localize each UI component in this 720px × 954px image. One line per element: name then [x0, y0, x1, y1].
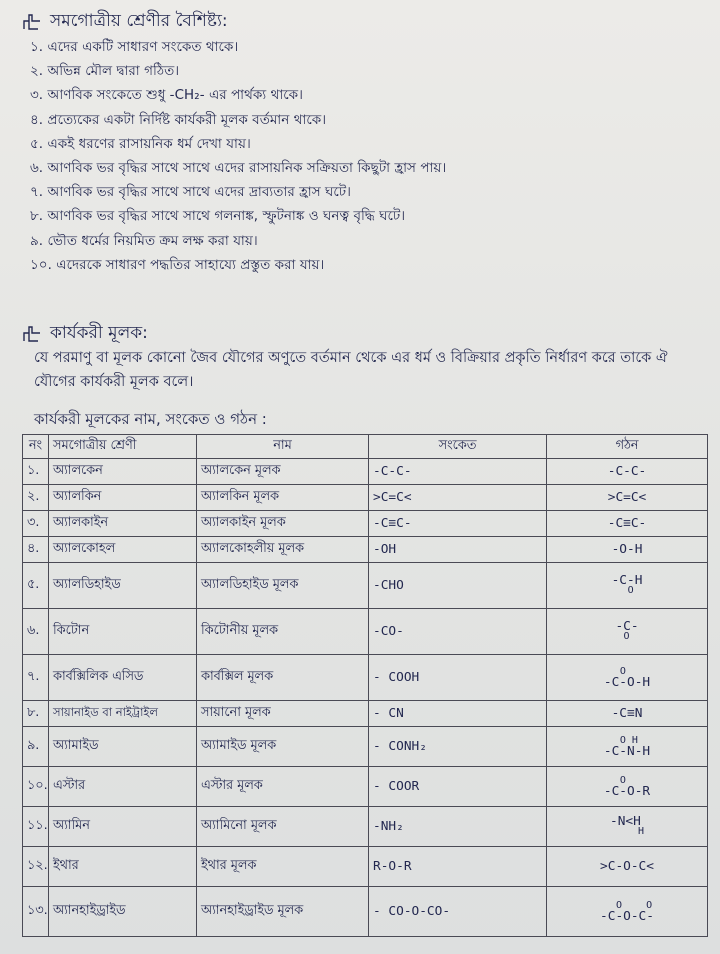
table-row: [23, 459, 708, 485]
row-group: অ্যামাইড: [49, 727, 197, 767]
row-no: ৮.: [23, 701, 49, 727]
row-structure: [547, 609, 708, 655]
row-symbol: -NH₂: [369, 807, 547, 847]
row-structure: [547, 767, 708, 807]
row-group: অ্যামিন: [49, 807, 197, 847]
table-row: [23, 485, 708, 511]
row-structure: [547, 727, 708, 767]
row-name: অ্যালকোহলীয় মূলক: [197, 537, 369, 563]
row-no: ১.: [23, 459, 49, 485]
row-structure: >C-O-C<: [547, 847, 708, 887]
row-name: অ্যালকাইন মূলক: [197, 511, 369, 537]
row-name: অ্যালডিহাইড মূলক: [197, 563, 369, 609]
header-group: সমগোত্রীয় শ্রেণী: [49, 435, 197, 459]
row-name: অ্যালকিন মূলক: [197, 485, 369, 511]
row-symbol: -OH: [369, 537, 547, 563]
homologous-title: সমগোত্রীয় শ্রেণীর বৈশিষ্ট্য:: [50, 11, 228, 31]
row-no: ৫.: [23, 563, 49, 609]
table-header-row: [23, 435, 708, 459]
list-item: ৯. ভৌত ধর্মের নিয়মিত ক্রম লক্ষ করা যায়।: [30, 233, 258, 249]
table-row: [23, 767, 708, 807]
list-item: ২. অভিন্ন মৌল দ্বারা গঠিত।: [30, 64, 180, 80]
structure-main: -C-O-H: [603, 675, 651, 690]
row-symbol: - COOH: [369, 655, 547, 701]
row-name: কার্বক্সিল মূলক: [197, 655, 369, 701]
functional-heading: [22, 320, 148, 348]
header-symbol: সংকেত: [369, 435, 547, 459]
table-row: [23, 807, 708, 847]
row-symbol: - COOR: [369, 767, 547, 807]
table-caption: কার্যকরী মূলকের নাম, সংকেত ও গঠন :: [34, 410, 267, 428]
table-row: [23, 887, 708, 937]
row-symbol: -C≡C-: [369, 511, 547, 537]
row-structure: -C-C-: [547, 459, 708, 485]
row-group: ইথার: [49, 847, 197, 887]
structure-main: -N<H: [609, 814, 641, 829]
homologous-list: [30, 36, 710, 278]
row-symbol: R-O-R: [369, 847, 547, 887]
header-no: নং: [23, 435, 49, 459]
structure-main: -C-: [615, 619, 639, 634]
row-name: অ্যালকেন মূলক: [197, 459, 369, 485]
header-structure: গঠন: [547, 435, 708, 459]
row-group: অ্যালকোহল: [49, 537, 197, 563]
structure-main: -C-O-R: [603, 784, 651, 799]
row-no: ৯.: [23, 727, 49, 767]
list-item: ১. এদের একটি সাধারণ সংকেত থাকে।: [30, 40, 239, 55]
row-symbol: -C-C-: [369, 459, 547, 485]
row-no: ৪.: [23, 537, 49, 563]
row-no: ১৩.: [23, 887, 49, 937]
structure-main: -C-N-H: [603, 744, 651, 759]
row-group: অ্যালকেন: [49, 459, 197, 485]
functional-group-table: [22, 434, 708, 937]
row-symbol: - CN: [369, 701, 547, 727]
row-no: ৩.: [23, 511, 49, 537]
row-group: অ্যালকিন: [49, 485, 197, 511]
functional-title: কার্যকরী মূলক:: [50, 323, 148, 343]
list-item: ৭. আণবিক ভর বৃদ্ধির সাথে সাথে এদের দ্রাব্যতার হ্রাস ঘটে।: [30, 185, 352, 201]
row-symbol: - CO-O-CO-: [369, 887, 547, 937]
row-no: ৭.: [23, 655, 49, 701]
list-item: ৫. একই ধরণের রাসায়নিক ধর্ম দেখা যায়।: [30, 136, 251, 152]
row-name: অ্যানহাইড্রাইড মূলক: [197, 887, 369, 937]
table-row: [23, 537, 708, 563]
structure-top: O H: [619, 735, 638, 746]
row-structure: -O-H: [547, 537, 708, 563]
row-group: কার্বক্সিলিক এসিড: [49, 655, 197, 701]
row-group: অ্যালকাইন: [49, 511, 197, 537]
row-structure: >C=C<: [547, 485, 708, 511]
table-row: [23, 609, 708, 655]
row-structure: -C≡N: [547, 701, 708, 727]
table-row: [23, 847, 708, 887]
structure-main: -C-O-C-: [600, 909, 654, 924]
list-item: ৬. আণবিক ভর বৃদ্ধির সাথে সাথে এদের রাসায়নিক সক্রিয়তা কিছুটা হ্রাস পায়।: [30, 160, 447, 176]
row-no: ২.: [23, 485, 49, 511]
row-group: অ্যালডিহাইড: [49, 563, 197, 609]
row-structure: -C≡C-: [547, 511, 708, 537]
row-no: ১১.: [23, 807, 49, 847]
table-row: [23, 511, 708, 537]
homologous-heading: [22, 8, 228, 36]
row-no: ১০.: [23, 767, 49, 807]
structure-main: -C-H: [611, 573, 643, 588]
list-item: ৩. আণবিক সংকেতে শুধু -CH₂- এর পার্থক্য থাকে।: [30, 88, 304, 104]
row-structure: [547, 807, 708, 847]
header-name: নাম: [197, 435, 369, 459]
row-name: অ্যামিনো মূলক: [197, 807, 369, 847]
row-group: এস্টার: [49, 767, 197, 807]
row-name: এস্টার মূলক: [197, 767, 369, 807]
structure-oxygen: O: [619, 775, 626, 786]
row-no: ৬.: [23, 609, 49, 655]
row-symbol: >C=C<: [369, 485, 547, 511]
structure-oxygen: O O: [616, 900, 653, 911]
row-structure: [547, 563, 708, 609]
structure-oxygen: O: [619, 666, 626, 677]
row-name: ইথার মূলক: [197, 847, 369, 887]
row-structure: [547, 655, 708, 701]
table-row: [23, 701, 708, 727]
row-group: কিটোন: [49, 609, 197, 655]
structure-oxygen: O: [627, 585, 634, 596]
table-row: [23, 563, 708, 609]
row-symbol: -CO-: [369, 609, 547, 655]
row-name: কিটোনীয় মূলক: [197, 609, 369, 655]
list-item: ১০. এদেরকে সাধারণ পদ্ধতির সাহায্যে প্রস্তুত করা যায়।: [30, 257, 325, 273]
row-symbol: - CONH₂: [369, 727, 547, 767]
pointing-hand-icon: [22, 13, 44, 31]
table-row: [23, 655, 708, 701]
row-structure: [547, 887, 708, 937]
functional-definition: যে পরমাণু বা মূলক কোনো জৈব যৌগের অণুতে বর্তমান থেকে এর ধর্ম ও বিক্রিয়ার প্রকৃতি নির্ধারণ করে তাকে ঐ যৌগের কার্যকরী মূলক বলে।: [34, 350, 668, 390]
structure-oxygen: O: [623, 631, 630, 642]
table-row: [23, 727, 708, 767]
row-name: অ্যামাইড মূলক: [197, 727, 369, 767]
list-item: ৪. প্রত্যেকের একটা নির্দিষ্ট কার্যকরী মূলক বর্তমান থাকে।: [30, 112, 327, 128]
row-group: অ্যানহাইড্রাইড: [49, 887, 197, 937]
row-symbol: -CHO: [369, 563, 547, 609]
row-group: সায়ানাইড বা নাইট্রাইল: [49, 701, 197, 727]
pointing-hand-icon: [22, 325, 44, 343]
structure-hydrogen: H: [637, 826, 645, 837]
list-item: ৮. আণবিক ভর বৃদ্ধির সাথে সাথে গলনাঙ্ক, স্ফুটনাঙ্ক ও ঘনত্ব বৃদ্ধি ঘটে।: [30, 209, 406, 225]
row-no: ১২.: [23, 847, 49, 887]
row-name: সায়ানো মূলক: [197, 701, 369, 727]
